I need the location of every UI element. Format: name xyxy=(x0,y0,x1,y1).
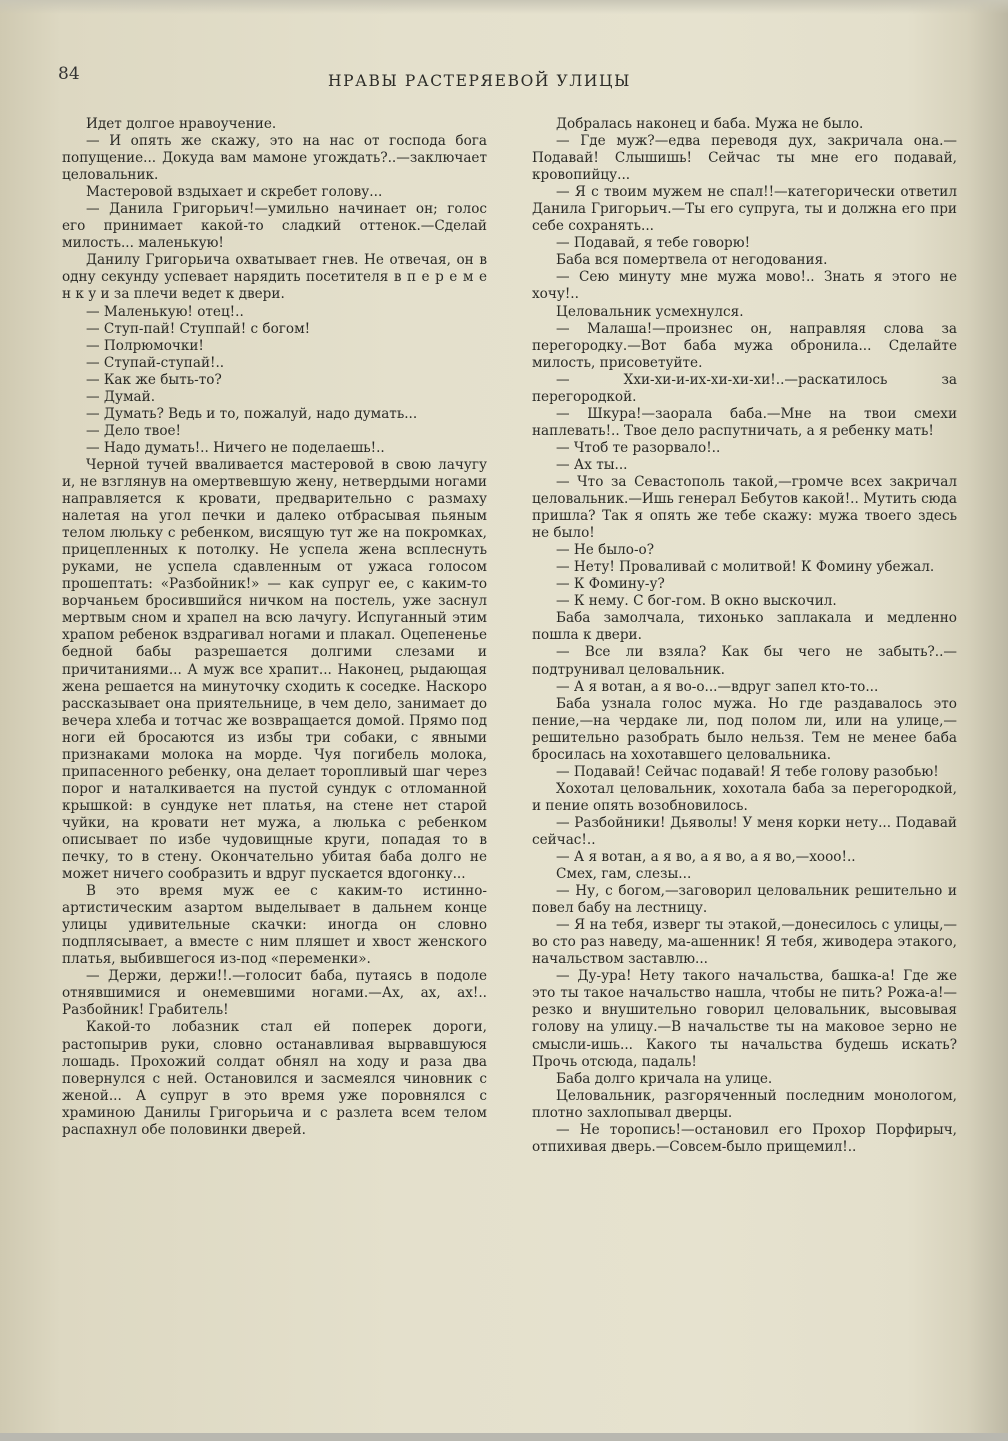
paragraph: — Сею минуту мне мужа мово!.. Знать я этого не хочу!.. xyxy=(532,269,957,303)
paragraph: — Где муж?—едва переводя дух, закричала она.—Подавай! Слышишь! Сейчас ты мне его подавай, кровопийцу... xyxy=(532,133,957,184)
paragraph: — Не торопись!—остановил его Прохор Порфирыч, отпихивая дверь.—Совсем-было прищемил!.. xyxy=(532,1121,957,1155)
paragraph: Какой-то лобазник стал ей поперек дороги, растопырив руки, словно останавливая вырвавшуюся лошадь. Прохожий солдат обнял на ходу и раза два повернулся с ней. Остановился и засмеялся чиновник с женой... А супруг в это время уже поровнялся с храминою Данилы Григорьича и с разлета всем телом распахнул обе половинки дверей. xyxy=(62,1019,487,1138)
paragraph: Целовальник усмехнулся. xyxy=(556,303,744,320)
paragraph: Добралась наконец и баба. Мужа не было. xyxy=(556,116,864,132)
paragraph: — Полрюмочки! xyxy=(86,337,204,354)
paragraph: — Я на тебя, изверг ты этакой,—донесилось с улицы,—во сто раз наведу, ма-ашенник! Я тебя, живодера этакого, начальством заставлю... xyxy=(532,917,957,968)
paragraph: — Ххи-хи-и-их-хи-хи-хи!..—раскатилось за перегородкой. xyxy=(532,371,957,405)
page-header xyxy=(58,64,918,94)
page-bottom-edge xyxy=(0,1433,1008,1441)
paragraph: — Разбойники! Дьяволы! У меня корки нету... Подавай сейчас!.. xyxy=(532,814,957,848)
paragraph: Хохотал целовальник, хохотала баба за перегородкой, и пение опять возобновилось. xyxy=(532,780,957,814)
paragraph: Смех, гам, слезы... xyxy=(556,866,692,883)
paragraph: Мастеровой вздыхает и скребет голову... xyxy=(86,184,383,201)
paragraph: — Ах ты... xyxy=(556,456,628,473)
paragraph: Баба долго кричала на улице. xyxy=(556,1070,773,1087)
paragraph: Идет долгое нравоучение. xyxy=(86,116,277,132)
paragraph: — Данила Григорьич!—умильно начинает он; голос его принимает какой-то сладкий оттенок.—Сделай милость... маленькую! xyxy=(62,201,487,252)
paragraph: — Ступ-пай! Ступпай! с богом! xyxy=(86,320,311,337)
paragraph: В это время муж ее с каким-то истинно-артистическим азартом выделывает в дальнем конце улицы удивительные скачки: иногда он словно подплясывает, а вместе с ним пляшет и хвост женского платья, выбившегося из-под «переменки». xyxy=(62,883,487,968)
paragraph: — Думай. xyxy=(86,388,156,405)
paragraph: — Подавай, я тебе говорю! xyxy=(556,235,751,252)
paragraph: — Держи, держи!!.—голосит баба, путаясь в подоле отнявшимися и онемевшими ногами.—Ах, ах, ах!.. Разбойник! Грабитель! xyxy=(62,968,487,1019)
paragraph: — К нему. С бог-гом. В окно выскочил. xyxy=(556,593,837,610)
paragraph: — Чтоб те разорвало!.. xyxy=(556,439,721,456)
running-title: НРАВЫ РАСТЕРЯЕВОЙ УЛИЦЫ xyxy=(328,72,631,90)
paragraph: Баба узнала голос мужа. Но где раздавалось это пение,—на чердаке ли, под полом ли, или на улице,—решительно разобрать было нельзя. Тем не менее баба бросилась на хохотавшего целовальника. xyxy=(532,695,957,763)
paragraph: — Я с твоим мужем не спал!!—категорически ответил Данила Григорьич.—Ты его супруга, ты и должна его при себе сохранять... xyxy=(532,184,957,235)
paragraph: — Нету! Проваливай с молитвой! К Фомину убежал. xyxy=(556,559,935,576)
paragraph: Черной тучей вваливается мастеровой в свою лачугу и, не взглянув на омертвевшую жену, нетвердыми ногами направляется к кровати, предварительно с размаху налетая на угол печки и далеко отбрасывая пьяным телом люльку с ребенком, висящую тут же на покромках, прицепленных к потолку. Не успела жена всплеснуть руками, не успела сдавленным от ужаса голосом прошептать: «Разбойник!» — как супруг ее, с каким-то ворчаньем бросившийся ничком на постель, уже заснул мертвым сном и храпел на всю лачугу. Испуганный этим храпом ребенок вздрагивал ногами и плакал. Оцепененье бедной бабы разрешается долгими слезами и причитаниями... А муж все храпит... Наконец, рыдающая жена решается на минуточку сходить к соседке. Наскоро рассказывает она приятельнице, в чем дело, занимает до вечера хлеба и тотчас же возвращается домой. Прямо под ноги ей бросаются из избы три собаки, с явными признаками молока на морде. Чуя погибель молока, припасенного ребенку, она делает торопливый шаг через порог и наталкивается на пустой сундук с отломанной крышкой: в сундуке нет платья, на стене нет старой чуйки, на кровати нет мужа, а люлька с ребенком описывает по избе чудовищные круги, попадая то в печку, то в стену. Окончательно убитая баба долго не может ничего сообразить и вдруг пускается вдогонку... xyxy=(62,456,487,883)
paragraph: — Все ли взяла? Как бы чего не забыть?..—подтрунивал целовальник. xyxy=(532,644,957,678)
paragraph: — Дело твое! xyxy=(86,422,182,439)
paragraph: — Как же быть-то? xyxy=(86,371,222,388)
paragraph: — Не было-о? xyxy=(556,542,655,559)
paragraph: — Маленькую! отец!.. xyxy=(86,303,244,320)
paragraph: Баба вся помертвела от негодования. xyxy=(556,252,828,269)
paragraph: — Ну, с богом,—заговорил целовальник решительно и повел бабу на лестницу. xyxy=(532,883,957,917)
left-column xyxy=(62,116,487,1139)
paragraph: Баба замолчала, тихонько заплакала и медленно пошла к двери. xyxy=(532,610,957,644)
paragraph: — Надо думать!.. Ничего не поделаешь!.. xyxy=(86,439,385,456)
paragraph: — Подавай! Сейчас подавай! Я тебе голову разобью! xyxy=(556,763,939,780)
paragraph: Целовальник, разгоряченный последним монологом, плотно захлопывал дверцы. xyxy=(532,1087,957,1121)
page-top-shadow xyxy=(0,0,1008,14)
paragraph: — Думать? Ведь и то, пожалуй, надо думать... xyxy=(86,405,418,422)
paragraph: — Ду-ура! Нету такого начальства, башка-а! Где же это ты такое начальство нашла, чтобы не пить? Рожа-а!—резко и внушительно говорил целовальник, высовывая голову на улицу.—В начальстве ты на маковое зерно не смысли-ишь... Какого ты начальства будешь искать? Прочь отсюда, падаль! xyxy=(532,968,957,1070)
page-number: 84 xyxy=(58,64,80,84)
paragraph: — К Фомину-у? xyxy=(556,576,665,593)
paragraph: — Шкура!—заорала баба.—Мне на твои смехи наплевать!.. Твое дело распутничать, а я ребенку мать! xyxy=(532,405,957,439)
paragraph: — А я вотан, а я во, а я во, а я во,—хооо!.. xyxy=(556,849,856,866)
paragraph: — Что за Севастополь такой,—громче всех закричал целовальник.—Ишь генерал Бебутов какой!.. Мутить сюда пришла? Так я опять же тебе скажу: мужа твоего здесь не было! xyxy=(532,473,957,542)
right-column xyxy=(532,116,957,1156)
paragraph: — И опять же скажу, это на нас от господа бога попущение... Докуда вам мамоне угождать?..—заключает целовальник. xyxy=(62,133,487,184)
paragraph: — Ступай-ступай!.. xyxy=(86,354,225,371)
paragraph: Данилу Григорьича охватывает гнев. Не отвечая, он в одну секунду успевает нарядить посетителя в п е р е м е н к у и за плечи ведет к двери. xyxy=(62,252,487,303)
paragraph: — Малаша!—произнес он, направляя слова за перегородку.—Вот баба мужа обронила... Сделайте милость, присоветуйте. xyxy=(532,320,957,371)
paragraph: — А я вотан, а я во-о...—вдруг запел кто-то... xyxy=(556,678,879,695)
